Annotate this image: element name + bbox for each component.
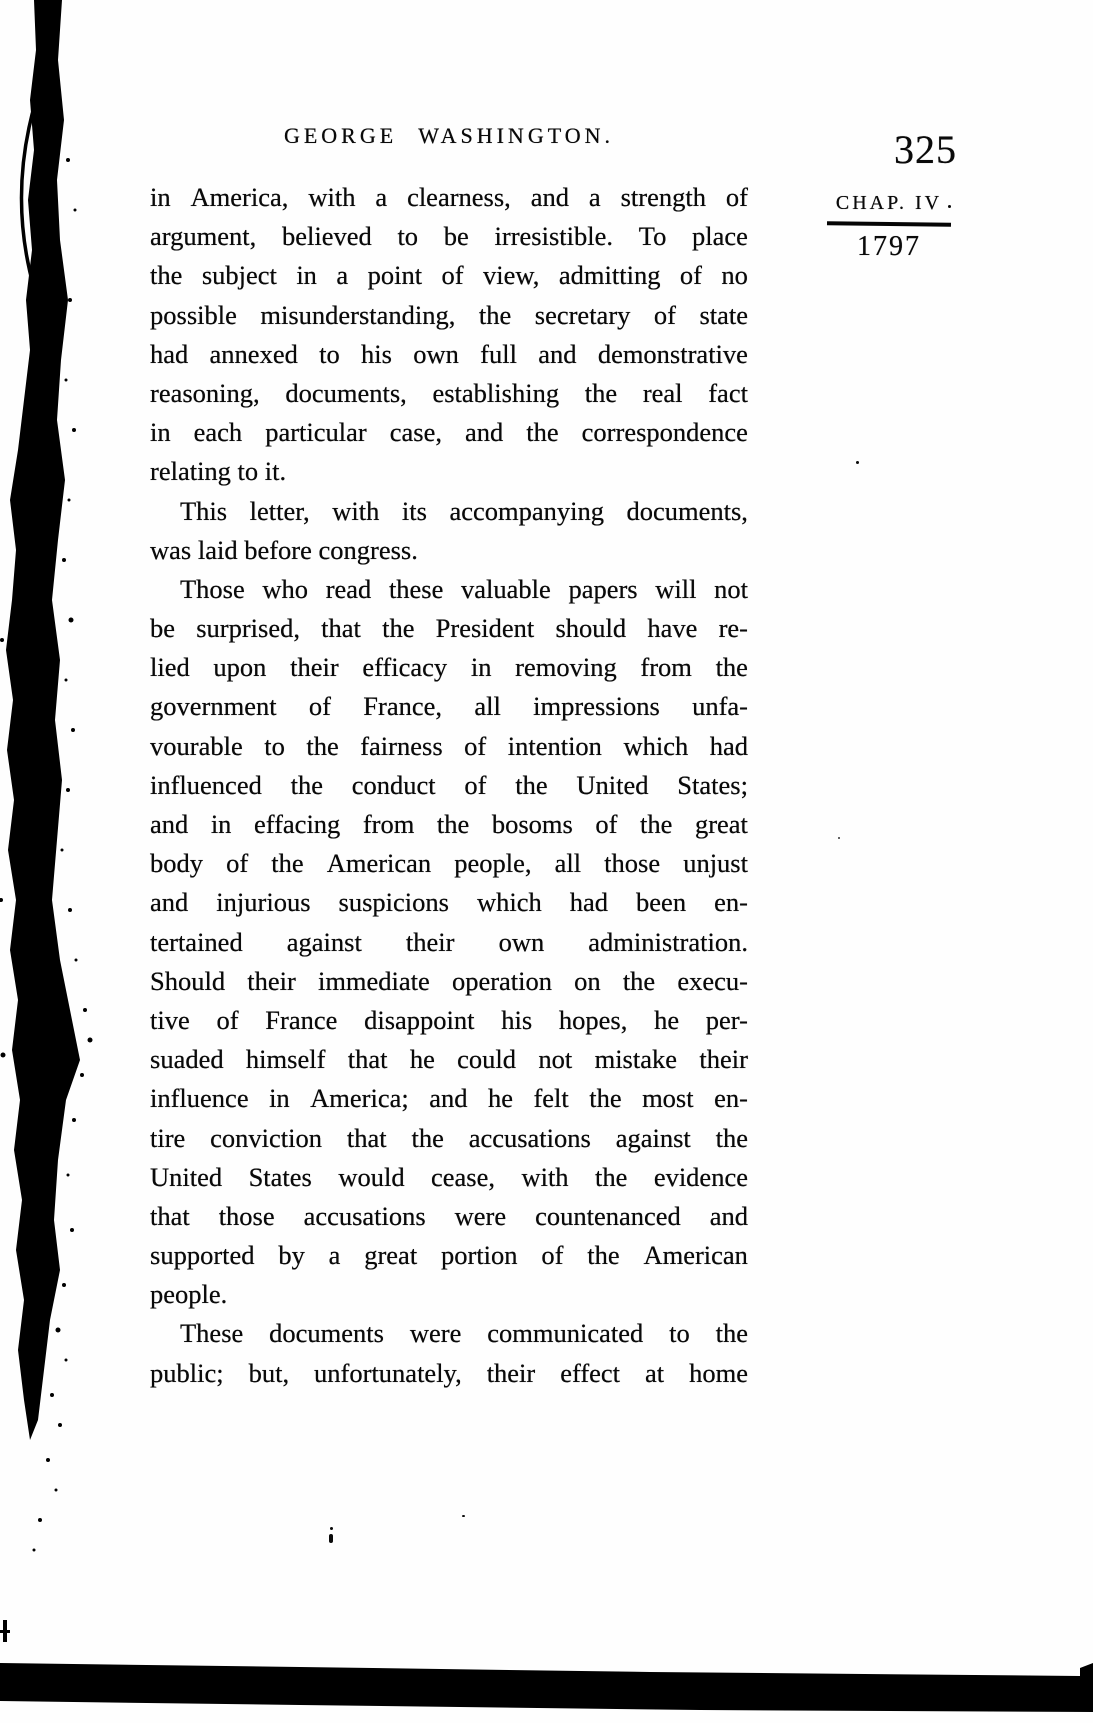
text-line: people. [150, 1279, 228, 1310]
text-line: These documents were communicated to the [180, 1318, 748, 1349]
scan-speck [838, 837, 840, 839]
text-line: body of the American people, all those unjust [150, 848, 748, 879]
text-line: argument, believed to be irresistible. To place [150, 221, 748, 252]
text-line: suaded himself that he could not mistake their [150, 1044, 748, 1075]
margin-chapter-label: CHAP. IV [835, 192, 943, 214]
text-line: and in effacing from the bosoms of the great [150, 809, 748, 839]
text-line: vourable to the fairness of intention which had [150, 730, 748, 761]
text-line: reasoning, documents, establishing the real fact [150, 377, 748, 408]
scan-speck [462, 1515, 465, 1517]
text-line: tire conviction that the accusations against the [150, 1122, 748, 1153]
body-text [150, 178, 748, 1393]
text-line: in each particular case, and the correspondence [150, 417, 748, 448]
text-line: public; but, unfortunately, their effect at home [150, 1357, 748, 1388]
scan-speck [330, 1527, 333, 1530]
text-line: This letter, with its accompanying documents, [180, 495, 748, 526]
text-line: tertained against their own administration. [150, 926, 748, 957]
text-line: Should their immediate operation on the execu- [150, 965, 748, 996]
text-line: had annexed to his own full and demonstrative [150, 338, 748, 369]
text-line: supported by a great portion of the American [150, 1240, 748, 1271]
text-line: was laid before congress. [150, 534, 418, 565]
text-line: possible misunderstanding, the secretary of state [150, 299, 748, 330]
text-line: be surprised, that the President should have re- [150, 613, 748, 644]
text-line: tive of France disappoint his hopes, he per- [150, 1004, 748, 1035]
scan-bottom-bar [0, 1663, 1093, 1712]
text-line: Those who read these valuable papers will not [180, 573, 748, 604]
text-line: government of France, all impressions unfa- [150, 691, 748, 722]
text-line: lied upon their efficacy in removing from the [150, 652, 748, 683]
text-line: that those accusations were countenanced and [150, 1200, 748, 1231]
scan-speck [856, 461, 859, 464]
scan-speck [948, 205, 951, 208]
margin-notes [827, 192, 951, 263]
scan-binding-artifact [0, 0, 93, 1642]
text-line: relating to it. [150, 456, 287, 487]
page-number: 325 [894, 127, 957, 172]
margin-rule [827, 221, 951, 227]
margin-year-label: 1797 [857, 231, 921, 262]
text-line: United States would cease, with the evidence [150, 1161, 748, 1192]
text-line: in America, with a clearness, and a strength of [150, 182, 748, 212]
text-line: and injurious suspicions which had been en- [150, 887, 748, 918]
scan-speck [329, 1534, 333, 1543]
text-line: the subject in a point of view, admitting of no [150, 260, 748, 291]
text-line: influence in America; and he felt the most en- [150, 1083, 748, 1114]
text-line: influenced the conduct of the United States; [150, 769, 748, 800]
running-header: GEORGE WASHINGTON. [283, 123, 615, 148]
